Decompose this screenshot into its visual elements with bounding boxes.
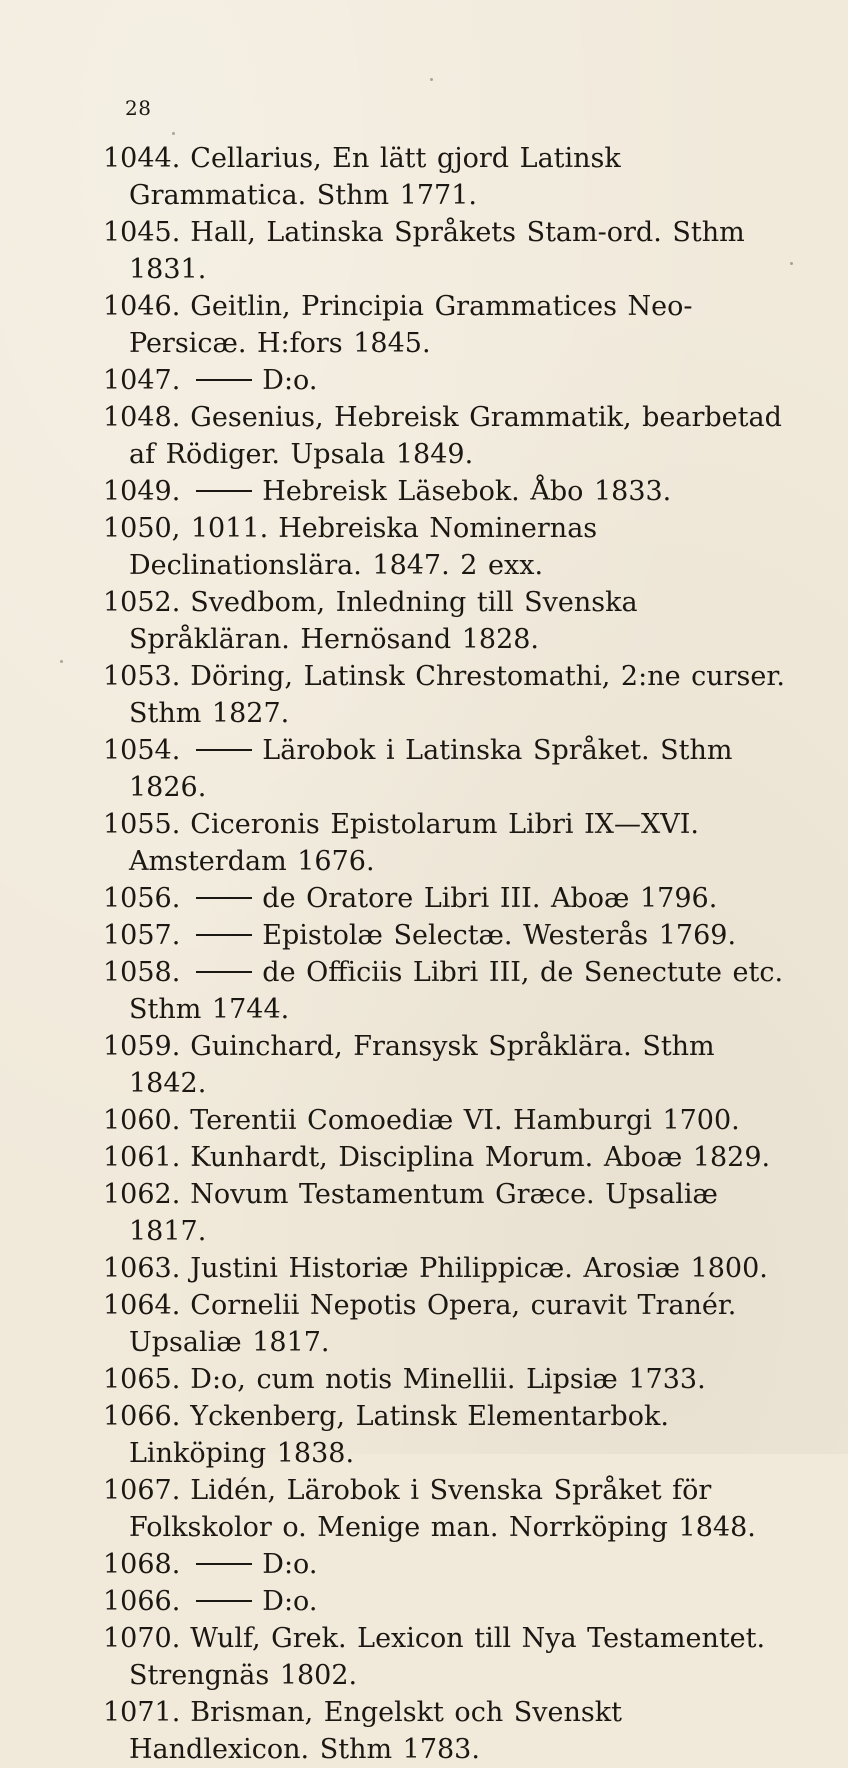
catalog-entry (103, 1546, 793, 1583)
catalog-entry (103, 473, 793, 510)
catalog-entry (103, 510, 793, 584)
catalog-entry (103, 399, 793, 473)
entry-number: 1053. (103, 661, 181, 692)
catalog-entry (103, 1176, 793, 1250)
paper-speck (430, 78, 433, 81)
entry-text: D:o, cum notis Minellii. Lipsiæ 1733. (190, 1364, 706, 1395)
catalog-entry (103, 288, 793, 362)
entry-number: 1066. (103, 1586, 181, 1617)
entry-text: de Officiis Libri III, de Senectute etc. Sthm 1744. (129, 957, 784, 1025)
catalog-entry (103, 806, 793, 880)
entry-number: 1059. (103, 1031, 181, 1062)
catalog-entry (103, 880, 793, 917)
entry-text: Epistolæ Selectæ. Westerås 1769. (262, 920, 737, 951)
ditto-dash (196, 934, 252, 936)
catalog-entry (103, 140, 793, 214)
entry-number: 1061. (103, 1142, 181, 1173)
entry-number: 1052. (103, 587, 181, 618)
ditto-dash (196, 749, 252, 751)
entry-number: 1070. (103, 1623, 181, 1654)
catalog-entry (103, 1028, 793, 1102)
entry-number: 1062. (103, 1179, 181, 1210)
entry-number: 1049. (103, 476, 181, 507)
catalog-entry (103, 1398, 793, 1472)
entry-text: Novum Testamentum Græce. Upsaliæ 1817. (129, 1179, 718, 1247)
entry-text: Geitlin, Principia Grammatices Neo-Persicæ. H:fors 1845. (129, 291, 693, 359)
entry-number: 1055. (103, 809, 181, 840)
entry-text: Hebreisk Läsebok. Åbo 1833. (262, 476, 672, 507)
catalog-entry (103, 1361, 793, 1398)
catalog-entry (103, 1472, 793, 1546)
entry-number: 1058. (103, 957, 181, 988)
entry-text: Cellarius, En lätt gjord Latinsk Grammatica. Sthm 1771. (129, 143, 621, 211)
catalog-entry (103, 1287, 793, 1361)
entry-text: Svedbom, Inledning till Svenska Språkläran. Hernösand 1828. (129, 587, 638, 655)
catalog-entry (103, 1583, 793, 1620)
entry-text: Ciceronis Epistolarum Libri IX—XVI. Amsterdam 1676. (129, 809, 699, 877)
entry-number: 1046. (103, 291, 181, 322)
catalog-entry (103, 1250, 793, 1287)
entry-number: 1044. (103, 143, 181, 174)
entry-text: Hall, Latinska Språkets Stam-ord. Sthm 1831. (129, 217, 745, 285)
paper-speck (60, 660, 63, 663)
ditto-dash (196, 490, 252, 492)
catalog-entry-list (103, 140, 793, 1768)
paper-speck (172, 132, 175, 135)
entry-number: 1045. (103, 217, 181, 248)
entry-text: Döring, Latinsk Chrestomathi, 2:ne curser. Sthm 1827. (129, 661, 785, 729)
entry-number: 1071. (103, 1697, 181, 1728)
entry-text: Wulf, Grek. Lexicon till Nya Testamentet. Strengnäs 1802. (129, 1623, 766, 1691)
entry-text: Terentii Comoediæ VI. Hamburgi 1700. (190, 1105, 740, 1136)
catalog-entry (103, 362, 793, 399)
catalog-entry (103, 917, 793, 954)
entry-text: D:o. (262, 365, 318, 396)
entry-number: 1066. (103, 1401, 181, 1432)
ditto-dash (196, 1600, 252, 1602)
catalog-entry (103, 214, 793, 288)
ditto-dash (196, 379, 252, 381)
paper-speck (790, 262, 793, 265)
entry-text: Yckenberg, Latinsk Elementarbok. Linköping 1838. (129, 1401, 669, 1469)
entry-text: D:o. (262, 1549, 318, 1580)
entry-text: D:o. (262, 1586, 318, 1617)
entry-number: 1047. (103, 365, 181, 396)
entry-number: 1057. (103, 920, 181, 951)
entry-number: 1064. (103, 1290, 181, 1321)
entry-text: Justini Historiæ Philippicæ. Arosiæ 1800. (190, 1253, 768, 1284)
page-number: 28 (125, 96, 152, 120)
catalog-entry (103, 1694, 793, 1768)
entry-number: 1054. (103, 735, 181, 766)
entry-text: Gesenius, Hebreisk Grammatik, bearbetad af Rödiger. Upsala 1849. (129, 402, 782, 470)
entry-number: 1063. (103, 1253, 181, 1284)
entry-text: Cornelii Nepotis Opera, curavit Tranér. Upsaliæ 1817. (129, 1290, 737, 1358)
entry-text: de Oratore Libri III. Aboæ 1796. (262, 883, 718, 914)
catalog-entry (103, 1620, 793, 1694)
entry-number: 1056. (103, 883, 181, 914)
entry-text: Brisman, Engelskt och Svenskt Handlexicon. Sthm 1783. (129, 1697, 622, 1765)
entry-number: 1048. (103, 402, 181, 433)
ditto-dash (196, 897, 252, 899)
ditto-dash (196, 1563, 252, 1565)
entry-text: Kunhardt, Disciplina Morum. Aboæ 1829. (190, 1142, 771, 1173)
entry-number: 1065. (103, 1364, 181, 1395)
entry-number: 1067. (103, 1475, 181, 1506)
catalog-entry (103, 584, 793, 658)
entry-number: 1060. (103, 1105, 181, 1136)
entry-text: Lidén, Lärobok i Svenska Språket för Folkskolor o. Menige man. Norrköping 1848. (129, 1475, 756, 1543)
catalog-entry (103, 732, 793, 806)
entry-text: Hebreiska Nominernas Declinationslära. 1847. 2 exx. (129, 513, 598, 581)
catalog-entry (103, 1139, 793, 1176)
catalog-entry (103, 1102, 793, 1139)
entry-number: 1050, 1011. (103, 513, 269, 544)
entry-number: 1068. (103, 1549, 181, 1580)
catalog-entry (103, 658, 793, 732)
entry-text: Guinchard, Fransysk Språklära. Sthm 1842. (129, 1031, 715, 1099)
catalog-entry (103, 954, 793, 1028)
entry-text: Lärobok i Latinska Språket. Sthm 1826. (129, 735, 733, 803)
ditto-dash (196, 971, 252, 973)
